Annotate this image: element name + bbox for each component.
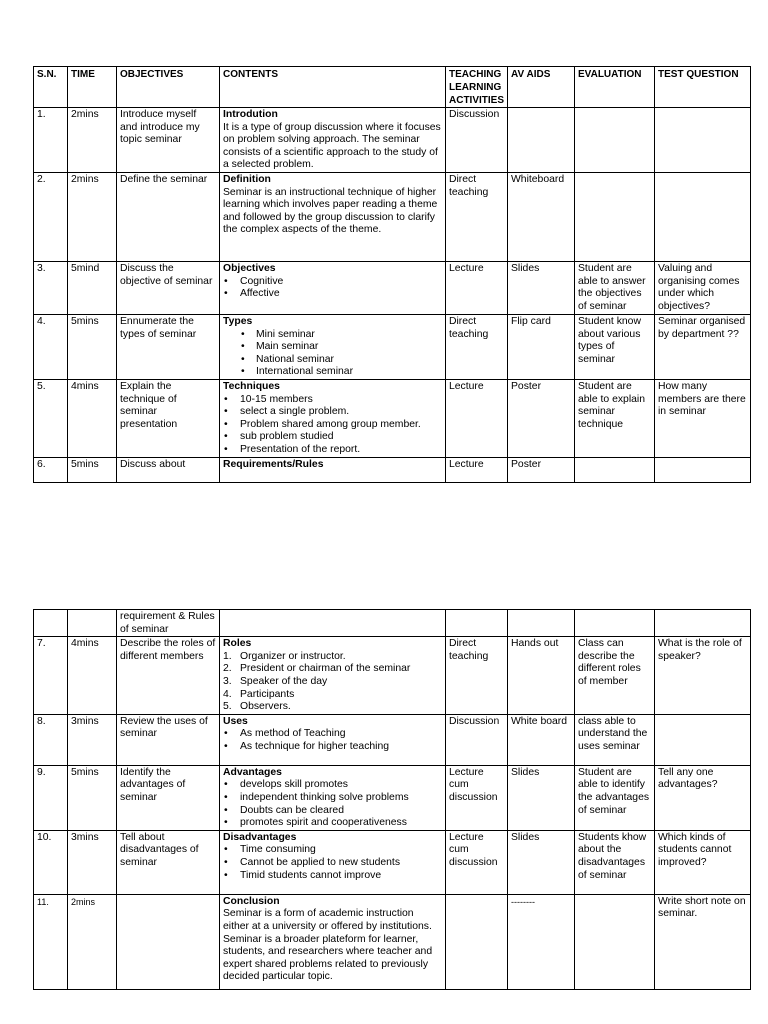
evaluation-cell [575,610,655,637]
av-aid-cell [508,610,575,637]
question-cell: Write short note on seminar. [655,894,751,989]
bullet-item: • Problem shared among group member. [223,419,442,432]
table-row [34,714,751,765]
content-text: It is a type of group discussion where it focuses on problem solving approach. The seminar consists of a scientific approach to the study of a selected problem. [223,121,441,171]
evaluation-cell: Student are able to explain seminar technique [575,379,655,457]
content-topic: Disadvantages [223,831,297,843]
objective-cell: Discuss the objective of seminar [117,261,220,314]
bullet-item: • sub problem studied [223,431,442,444]
objective-cell: Review the uses of seminar [117,714,220,765]
table-row [34,765,751,830]
numbered-item: 1. Organizer or instructor. [223,650,346,662]
table-row [34,830,751,894]
activity-cell: Direct teaching [446,314,508,379]
bullet-item: • Cannot be applied to new students [223,857,442,870]
bullet-item: • National seminar [223,354,442,367]
activity-cell: Direct teaching [446,172,508,261]
objective-cell: Introduce myself and introduce my topic seminar [117,108,220,173]
evaluation-cell: class able to understand the uses seminar [575,714,655,765]
content-cell [220,830,446,894]
numbered-item: 3. Speaker of the day [223,675,328,687]
bullet-item: • independent thinking solve problems [223,792,442,805]
content-topic: Roles [223,638,252,650]
question-cell [655,714,751,765]
activity-cell [446,610,508,637]
table-row [34,610,751,637]
activity-cell: Lecture [446,261,508,314]
content-cell [220,314,446,379]
content-bullets [223,779,442,829]
sn-cell: 11. [34,894,68,989]
av-aid-cell: Hands out [508,637,575,715]
evaluation-cell [575,894,655,989]
evaluation-cell [575,108,655,173]
content-topic: Definition [223,173,271,185]
bullet-item: • develops skill promotes [223,779,442,792]
content-cell [220,261,446,314]
sn-cell: 4. [34,314,68,379]
question-cell: Which kinds of students cannot improved? [655,830,751,894]
av-aid-cell: Flip card [508,314,575,379]
activity-cell: Direct teaching [446,637,508,715]
header-objectives: OBJECTIVES [117,67,220,108]
lesson-plan-table-page-1 [33,66,751,483]
header-time: TIME [68,67,117,108]
numbered-item: 2. President or chairman of the seminar [223,663,411,675]
content-cell [220,714,446,765]
activity-cell: Lecture cum discussion [446,830,508,894]
objective-cell: Discuss about [117,457,220,482]
bullet-item: • As technique for higher teaching [223,741,442,754]
header-av-aids: AV AIDS [508,67,575,108]
question-cell [655,172,751,261]
sn-cell: 6. [34,457,68,482]
content-bullets [223,844,442,882]
bullet-item: • select a single problem. [223,406,442,419]
time-cell [68,610,117,637]
content-cell [220,457,446,482]
header-evaluation: EVALUATION [575,67,655,108]
time-cell: 5mins [68,765,117,830]
lesson-plan-table-page-2 [33,609,751,990]
av-aid-cell: Slides [508,830,575,894]
av-aid-cell: Poster [508,457,575,482]
bullet-item: • Time consuming [223,844,442,857]
content-topic: Conclusion [223,895,280,907]
bullet-item: • International seminar [223,366,442,379]
content-topic: Uses [223,715,248,727]
question-cell [655,108,751,173]
question-cell: Seminar organised by department ?? [655,314,751,379]
sn-cell: 7. [34,637,68,715]
objective-cell: Describe the roles of different members [117,637,220,715]
numbered-item: 5. Observers. [223,701,291,713]
table-row [34,637,751,715]
time-cell: 2mins [68,894,117,989]
sn-cell: 5. [34,379,68,457]
time-cell: 2mins [68,108,117,173]
bullet-item: • Presentation of the report. [223,444,442,457]
sn-cell [34,610,68,637]
content-topic: Advantages [223,766,282,778]
activity-cell: Discussion [446,108,508,173]
content-cell [220,108,446,173]
content-topic: Techniques [223,380,280,392]
time-cell: 5mins [68,314,117,379]
content-cell [220,379,446,457]
content-topic: Requirements/Rules [223,458,324,470]
table-row [34,261,751,314]
question-cell: What is the role of speaker? [655,637,751,715]
evaluation-cell [575,457,655,482]
objective-cell [117,894,220,989]
time-cell: 5mins [68,457,117,482]
activity-cell: Lecture [446,379,508,457]
evaluation-cell: Student are able to identify the advantages of seminar [575,765,655,830]
content-text: Seminar is an instructional technique of higher learning which involves paper reading a theme and followed by the group discussion to clarify the complex aspects of the theme. [223,186,438,236]
header-sn: S.N. [34,67,68,108]
objective-cell: Explain the technique of seminar presentation [117,379,220,457]
question-cell [655,610,751,637]
table-row [34,379,751,457]
sn-cell: 10. [34,830,68,894]
objective-cell: Tell about disadvantages of seminar [117,830,220,894]
av-aid-cell: -------- [508,894,575,989]
content-cell [220,172,446,261]
sn-cell: 9. [34,765,68,830]
content-bullets [223,728,442,753]
bullet-item: • 10-15 members [223,394,442,407]
activity-cell: Lecture cum discussion [446,765,508,830]
bullet-item: • Timid students cannot improve [223,870,442,883]
activity-cell [446,894,508,989]
time-cell: 3mins [68,830,117,894]
content-topic: Objectives [223,262,276,274]
activity-cell: Lecture [446,457,508,482]
av-aid-cell: Slides [508,765,575,830]
evaluation-cell: Class can describe the different roles of member [575,637,655,715]
content-cell [220,894,446,989]
activity-cell: Discussion [446,714,508,765]
table-row [34,314,751,379]
header-activities: TEACHING LEARNING ACTIVITIES [446,67,508,108]
time-cell: 2mins [68,172,117,261]
content-text: Seminar is a form of academic instruction either at a university or offered by institutions. Seminar is a broader plateform for learner, students, and researchers where teacher and expert shared problems related to previously decided particular topic. [223,908,433,983]
objective-cell: requirement & Rules of seminar [117,610,220,637]
question-cell: Tell any one advantages? [655,765,751,830]
evaluation-cell: Students khow about the disadvantages of seminar [575,830,655,894]
objective-cell: Ennumerate the types of seminar [117,314,220,379]
header-test-question: TEST QUESTION [655,67,751,108]
table-row [34,172,751,261]
content-topic: Introdution [223,109,278,120]
content-topic: Types [223,315,253,327]
sn-cell: 3. [34,261,68,314]
content-bullets [223,329,442,379]
table-row [34,457,751,482]
content-cell [220,765,446,830]
bullet-item: • Mini seminar [223,329,442,342]
bullet-item: • Cognitive [223,276,442,289]
time-cell: 3mins [68,714,117,765]
sn-cell: 2. [34,172,68,261]
objective-cell: Define the seminar [117,172,220,261]
evaluation-cell: Student know about various types of seminar [575,314,655,379]
bullet-item: • Main seminar [223,341,442,354]
bullet-item: • As method of Teaching [223,728,442,741]
av-aid-cell: Whiteboard [508,172,575,261]
content-bullets [223,394,442,457]
question-cell: Valuing and organising comes under which objectives? [655,261,751,314]
time-cell: 4mins [68,637,117,715]
time-cell: 4mins [68,379,117,457]
numbered-item: 4. Participants [223,688,295,700]
sn-cell: 1. [34,108,68,173]
header-contents: CONTENTS [220,67,446,108]
av-aid-cell: Poster [508,379,575,457]
question-cell: How many members are there in seminar [655,379,751,457]
sn-cell: 8. [34,714,68,765]
av-aid-cell: White board [508,714,575,765]
bullet-item: • promotes spirit and cooperativeness [223,817,442,830]
content-cell [220,637,446,715]
content-cell [220,610,446,637]
evaluation-cell [575,172,655,261]
bullet-item: • Affective [223,288,442,301]
av-aid-cell: Slides [508,261,575,314]
content-bullets [223,276,442,301]
evaluation-cell: Student are able to answer the objectives of seminar [575,261,655,314]
objective-cell: Identify the advantages of seminar [117,765,220,830]
av-aid-cell [508,108,575,173]
table-row [34,894,751,989]
question-cell [655,457,751,482]
table-row [34,108,751,173]
content-numbered-list [223,651,442,714]
time-cell: 5mind [68,261,117,314]
header-row [34,67,751,108]
bullet-item: • Doubts can be cleared [223,805,442,818]
